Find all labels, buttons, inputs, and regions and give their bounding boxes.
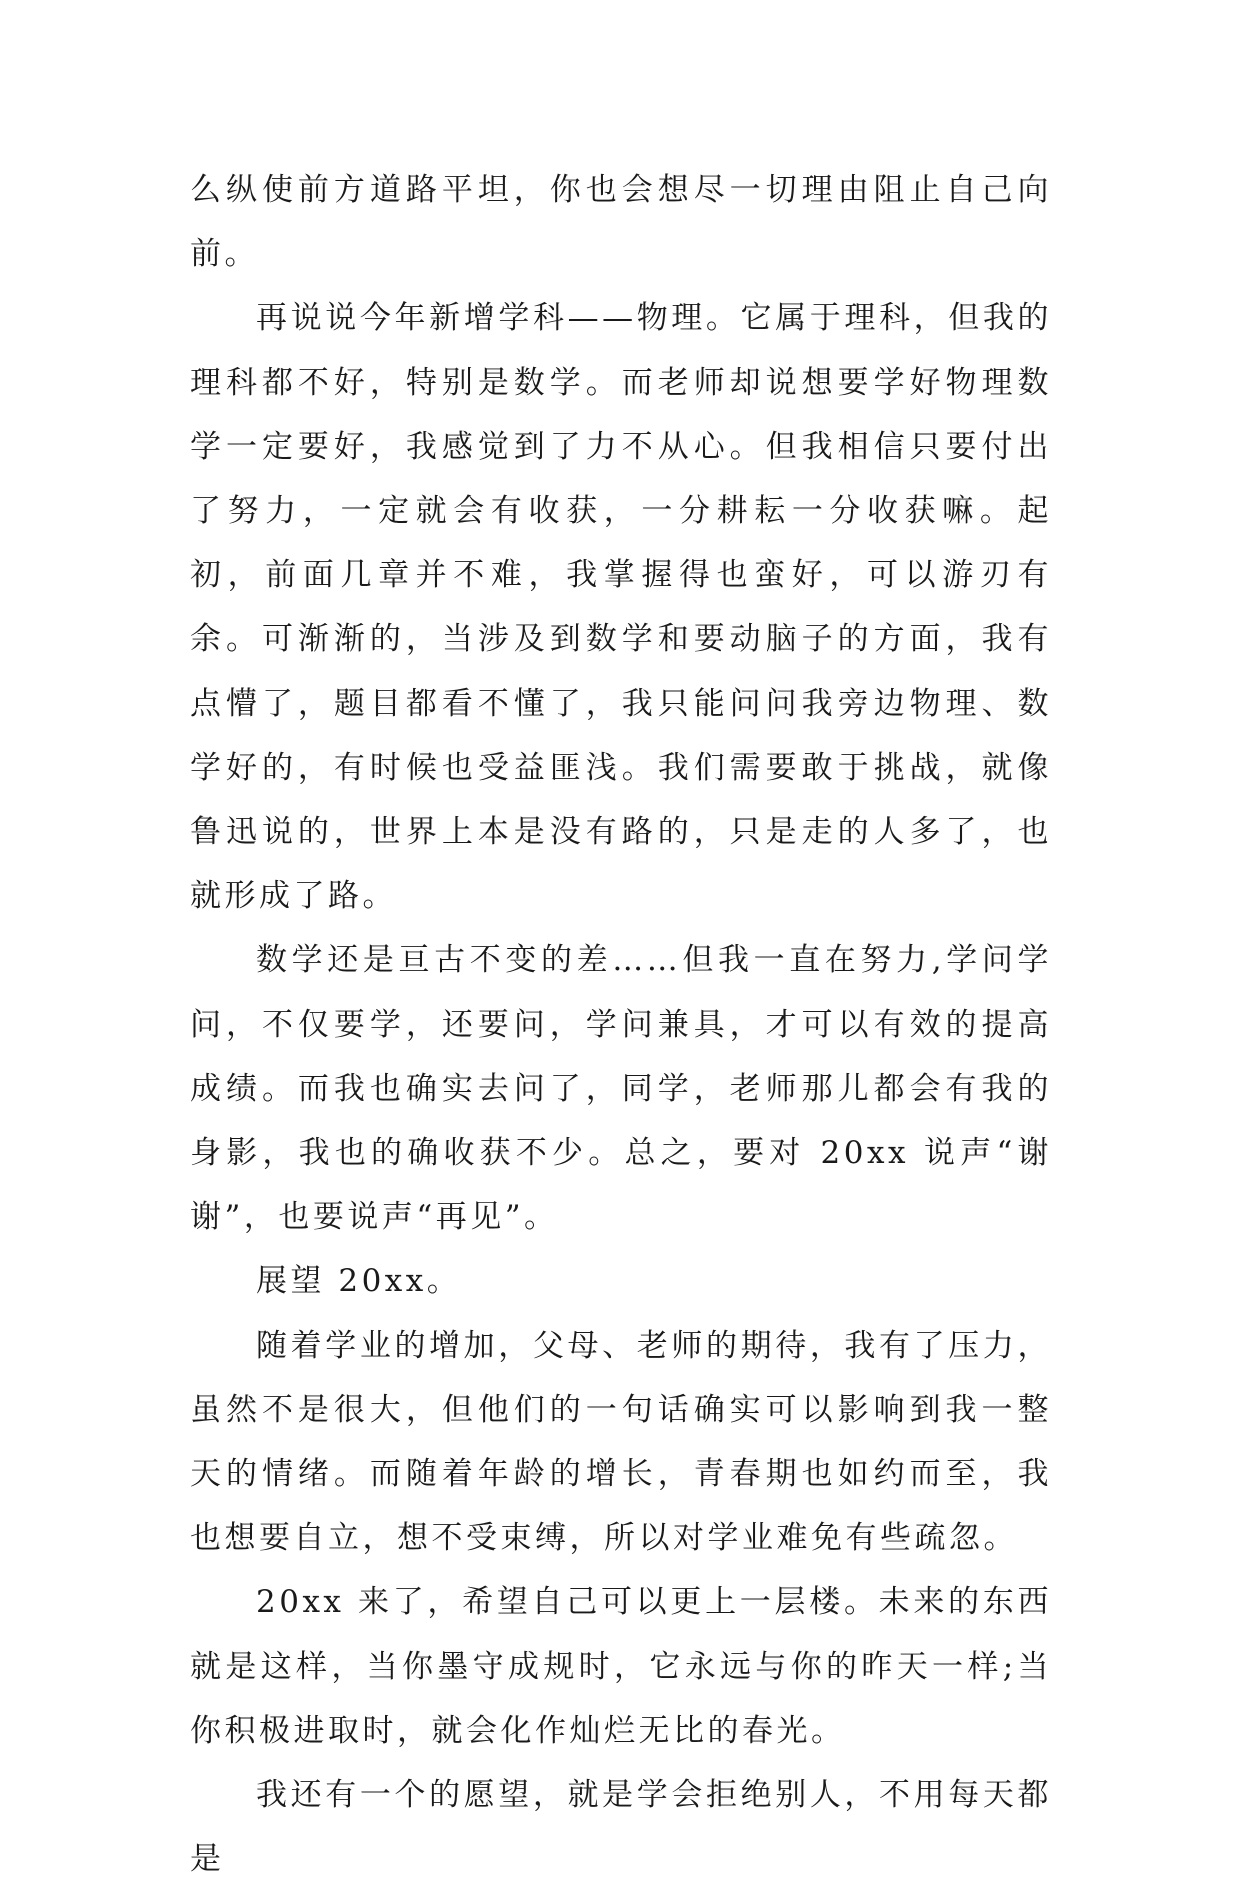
paragraph-physics: 再说说今年新增学科——物理。它属于理科，但我的理科都不好，特别是数学。而老师却说想要学好物理数学一定要好，我感觉到了力不从心。但我相信只要付出了努力，一定就会有收获，一分耕耘一分收获嘛。起初，前面几章并不难，我掌握得也蛮好，可以游刃有余。可渐渐的，当涉及到数学和要动脑子的方面，我有点懵了，题目都看不懂了，我只能问问我旁边物理、数学好的，有时候也受益匪浅。我们需要敢于挑战，就像鲁迅说的，世界上本是没有路的，只是走的人多了，也就形成了路。 [190, 300, 1052, 915]
document-page [190, 158, 1052, 1891]
paragraph-pressure: 随着学业的增加，父母、老师的期待，我有了压力，虽然不是很大，但他们的一句话确实可以影响到我一整天的情绪。而随着年龄的增长，青春期也如约而至，我也想要自立，想不受束缚，所以对学业难免有些疏忽。 [190, 1327, 1052, 1557]
paragraph-wish: 我还有一个的愿望，就是学会拒绝别人，不用每天都是 [190, 1777, 1052, 1878]
paragraph-outlook-heading: 展望 20xx。 [256, 1263, 462, 1300]
paragraph-hope: 20xx 来了，希望自己可以更上一层楼。未来的东西就是这样，当你墨守成规时，它永远与你的昨天一样;当你积极进取时，就会化作灿烂无比的春光。 [190, 1584, 1052, 1749]
paragraph-math: 数学还是亘古不变的差……但我一直在努力,学问学问，不仅要学，还要问，学问兼具，才可以有效的提高成绩。而我也确实去问了，同学，老师那儿都会有我的身影，我也的确收获不少。总之，要对 20xx 说声“谢谢”，也要说声“再见”。 [190, 942, 1052, 1236]
paragraph-continuation: 么纵使前方道路平坦，你也会想尽一切理由阻止自己向前。 [190, 172, 1052, 273]
